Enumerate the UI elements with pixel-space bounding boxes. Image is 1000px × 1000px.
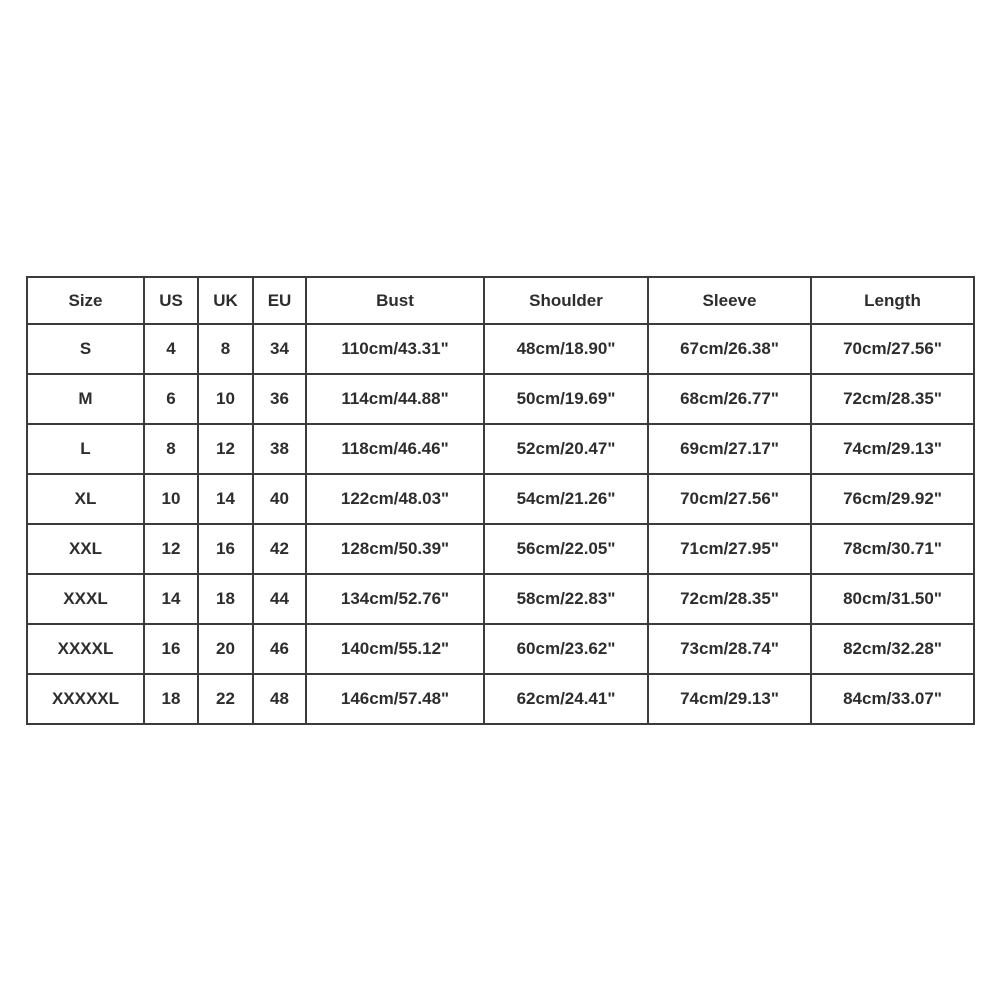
cell-shoulder: 50cm/19.69" (484, 374, 648, 424)
cell-shoulder: 52cm/20.47" (484, 424, 648, 474)
column-header-size: Size (27, 277, 144, 324)
cell-shoulder: 54cm/21.26" (484, 474, 648, 524)
cell-bust: 118cm/46.46" (306, 424, 484, 474)
cell-uk: 18 (198, 574, 253, 624)
cell-eu: 40 (253, 474, 306, 524)
table-head (27, 277, 974, 324)
table-row (27, 524, 974, 574)
cell-us: 4 (144, 324, 198, 374)
cell-sleeve: 70cm/27.56" (648, 474, 811, 524)
cell-eu: 42 (253, 524, 306, 574)
cell-uk: 22 (198, 674, 253, 724)
cell-eu: 34 (253, 324, 306, 374)
cell-sleeve: 69cm/27.17" (648, 424, 811, 474)
cell-uk: 20 (198, 624, 253, 674)
cell-eu: 48 (253, 674, 306, 724)
table-body (27, 324, 974, 724)
cell-bust: 114cm/44.88" (306, 374, 484, 424)
cell-length: 70cm/27.56" (811, 324, 974, 374)
column-header-bust: Bust (306, 277, 484, 324)
cell-length: 76cm/29.92" (811, 474, 974, 524)
cell-uk: 8 (198, 324, 253, 374)
cell-us: 10 (144, 474, 198, 524)
table-row (27, 324, 974, 374)
column-header-sleeve: Sleeve (648, 277, 811, 324)
cell-bust: 134cm/52.76" (306, 574, 484, 624)
cell-eu: 36 (253, 374, 306, 424)
cell-us: 16 (144, 624, 198, 674)
cell-us: 14 (144, 574, 198, 624)
cell-uk: 16 (198, 524, 253, 574)
table-row (27, 374, 974, 424)
cell-us: 6 (144, 374, 198, 424)
column-header-eu: EU (253, 277, 306, 324)
column-header-us: US (144, 277, 198, 324)
size-chart-table (26, 276, 975, 725)
size-chart (26, 276, 975, 725)
cell-us: 12 (144, 524, 198, 574)
cell-shoulder: 60cm/23.62" (484, 624, 648, 674)
cell-sleeve: 73cm/28.74" (648, 624, 811, 674)
table-row (27, 674, 974, 724)
cell-size: XXXXL (27, 624, 144, 674)
cell-size: XXXXXL (27, 674, 144, 724)
cell-size: L (27, 424, 144, 474)
cell-sleeve: 68cm/26.77" (648, 374, 811, 424)
cell-length: 78cm/30.71" (811, 524, 974, 574)
cell-eu: 46 (253, 624, 306, 674)
cell-sleeve: 71cm/27.95" (648, 524, 811, 574)
cell-length: 72cm/28.35" (811, 374, 974, 424)
cell-uk: 14 (198, 474, 253, 524)
cell-shoulder: 56cm/22.05" (484, 524, 648, 574)
table-row (27, 474, 974, 524)
cell-eu: 44 (253, 574, 306, 624)
cell-sleeve: 72cm/28.35" (648, 574, 811, 624)
cell-length: 84cm/33.07" (811, 674, 974, 724)
cell-shoulder: 58cm/22.83" (484, 574, 648, 624)
column-header-shoulder: Shoulder (484, 277, 648, 324)
cell-size: S (27, 324, 144, 374)
cell-size: XXXL (27, 574, 144, 624)
cell-sleeve: 74cm/29.13" (648, 674, 811, 724)
table-row (27, 574, 974, 624)
cell-us: 18 (144, 674, 198, 724)
cell-length: 74cm/29.13" (811, 424, 974, 474)
cell-bust: 110cm/43.31" (306, 324, 484, 374)
cell-shoulder: 48cm/18.90" (484, 324, 648, 374)
table-row (27, 624, 974, 674)
column-header-length: Length (811, 277, 974, 324)
cell-bust: 128cm/50.39" (306, 524, 484, 574)
cell-size: XL (27, 474, 144, 524)
cell-size: M (27, 374, 144, 424)
cell-bust: 140cm/55.12" (306, 624, 484, 674)
cell-bust: 122cm/48.03" (306, 474, 484, 524)
column-header-uk: UK (198, 277, 253, 324)
cell-shoulder: 62cm/24.41" (484, 674, 648, 724)
cell-length: 80cm/31.50" (811, 574, 974, 624)
cell-eu: 38 (253, 424, 306, 474)
cell-length: 82cm/32.28" (811, 624, 974, 674)
header-row (27, 277, 974, 324)
cell-uk: 12 (198, 424, 253, 474)
cell-size: XXL (27, 524, 144, 574)
cell-us: 8 (144, 424, 198, 474)
cell-sleeve: 67cm/26.38" (648, 324, 811, 374)
table-row (27, 424, 974, 474)
cell-uk: 10 (198, 374, 253, 424)
cell-bust: 146cm/57.48" (306, 674, 484, 724)
